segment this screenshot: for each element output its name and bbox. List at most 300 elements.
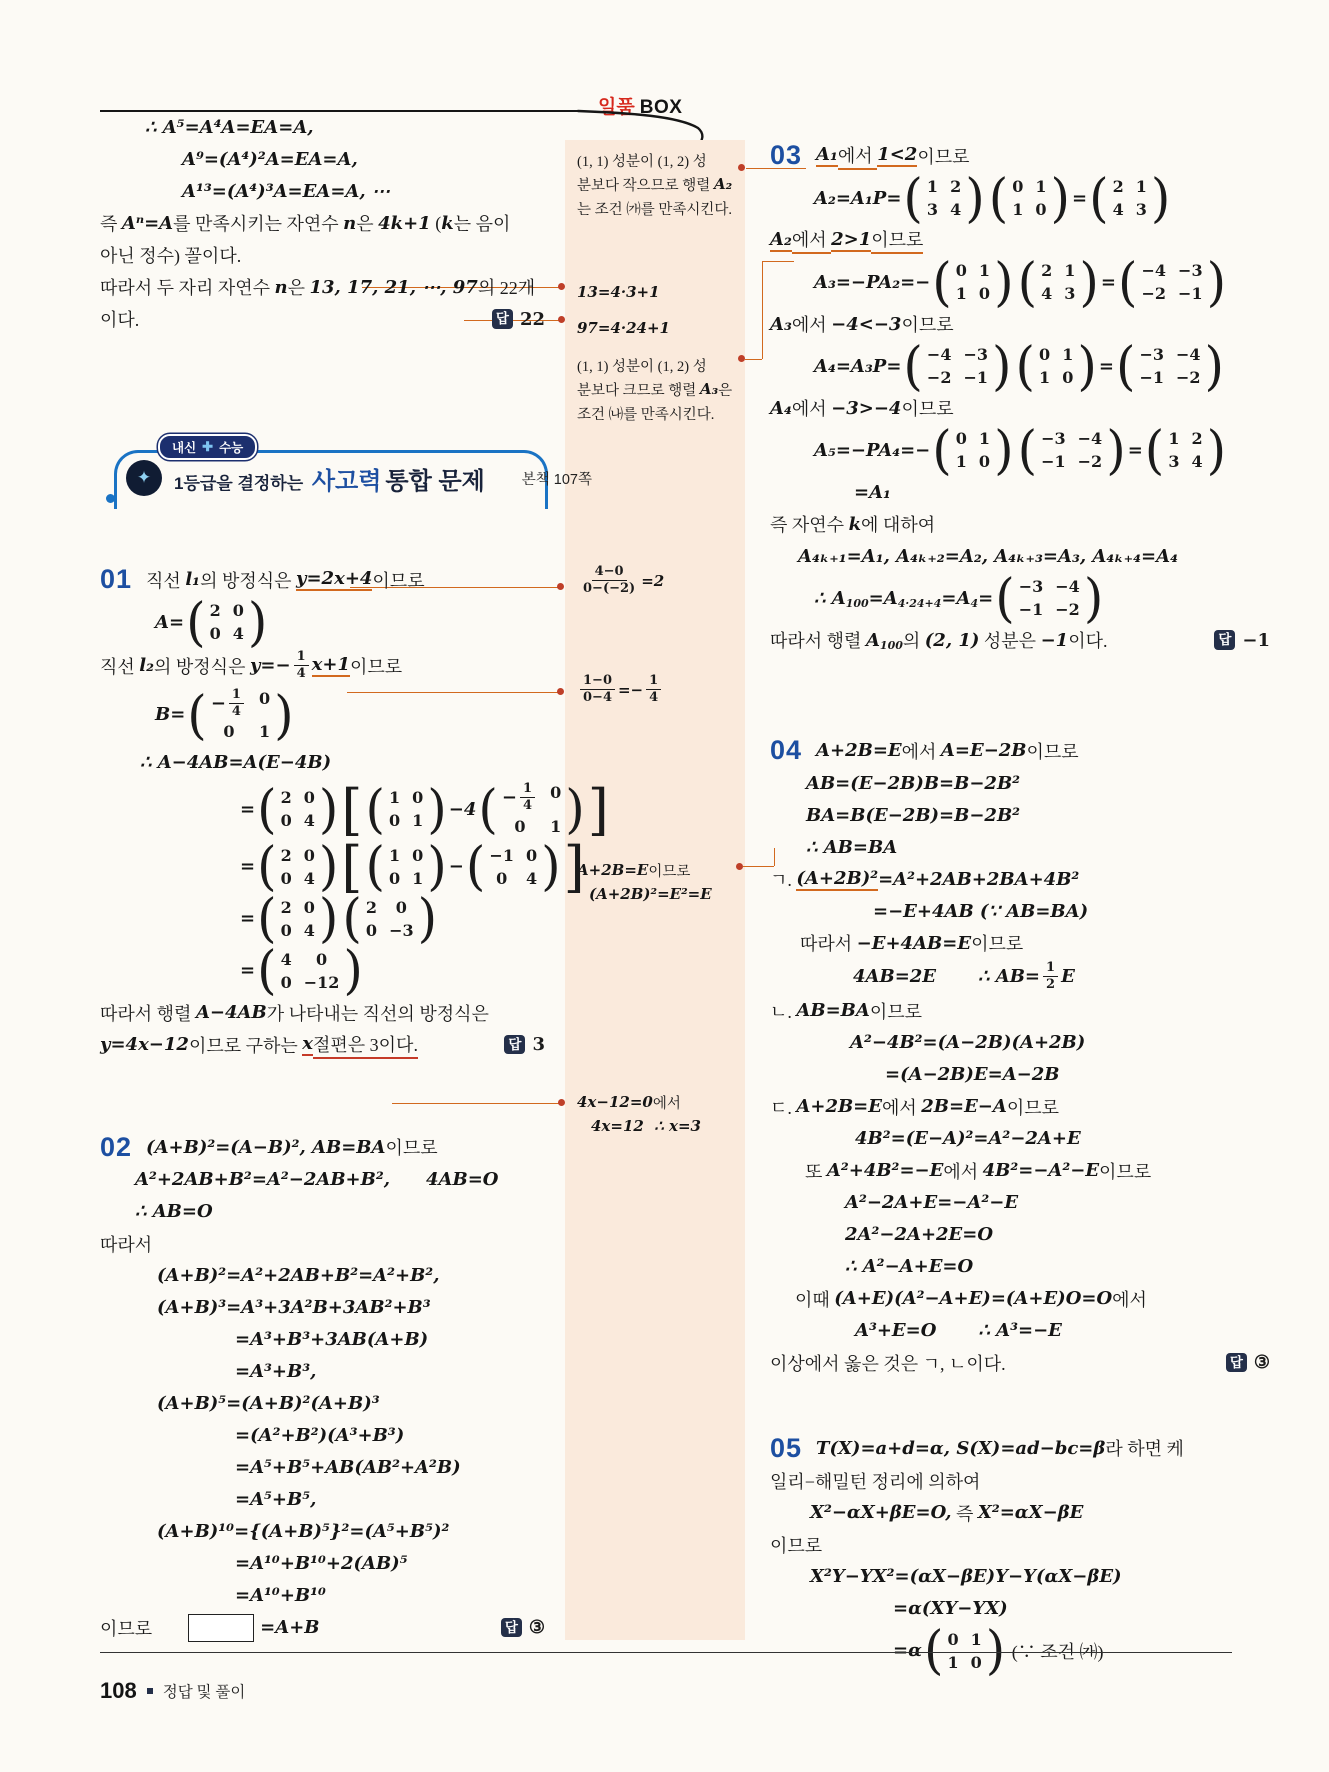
fraction: 1 2 xyxy=(1040,960,1061,994)
matrix-paren: ( xyxy=(342,887,362,949)
solution-line xyxy=(770,1092,1270,1122)
solution-line xyxy=(845,1252,1329,1282)
text-run: 이다. xyxy=(100,310,140,330)
solution-line xyxy=(577,673,745,707)
title-prefix: 1등급을 결정하는 xyxy=(174,473,308,493)
matrix-cell: 4 xyxy=(525,868,538,888)
math-run: l₂ xyxy=(139,655,155,677)
answer-badge xyxy=(492,309,545,330)
matrix-cell: 0 xyxy=(395,897,407,917)
solution-line xyxy=(814,419,1314,481)
matrix-paren: ) xyxy=(1206,251,1227,313)
math-run: 4x=12 ∴ x=3 xyxy=(591,1117,701,1135)
matrix xyxy=(903,335,1012,397)
math-run: A₂ xyxy=(770,228,792,250)
math-run: =A¹⁰+B¹⁰ xyxy=(235,1585,326,1606)
solution-line xyxy=(577,564,745,598)
math-run: X²Y−YX²=(αX−βE)Y−Y(αX−βE) xyxy=(810,1566,1122,1587)
math-run: A+2B=E xyxy=(577,861,649,879)
math-run: A³+E=O xyxy=(855,1320,937,1341)
matrix xyxy=(257,887,339,949)
matrix-cell: −3 xyxy=(1018,577,1044,596)
matrix-paren: ( xyxy=(187,684,207,745)
matrix-cell: 1 xyxy=(1035,177,1047,196)
text-run: 라 하면 케 xyxy=(1105,1439,1184,1459)
matrix xyxy=(903,167,985,229)
matrix-cell: 4 xyxy=(1041,284,1053,303)
solution-line xyxy=(770,225,1270,255)
text-run: 가 나타내는 직선의 방정식은 xyxy=(266,1003,489,1024)
section-banner xyxy=(100,432,592,524)
connector-line xyxy=(745,359,762,360)
math-run: y=2x+4 xyxy=(296,568,373,589)
math-run: (A+2B)² xyxy=(796,867,879,889)
solution-line xyxy=(157,1293,602,1323)
matrix-cell: 0 xyxy=(365,920,378,940)
solution-line xyxy=(235,1485,680,1515)
solution-line xyxy=(235,1421,680,1451)
fraction: 1−0 0−4 xyxy=(577,673,618,707)
math-run: X²=αX−βE xyxy=(977,1502,1084,1523)
matrix-paren: ( xyxy=(903,335,923,397)
text-run: (∵ 조건 ㈎) xyxy=(1007,1641,1104,1662)
text-run: 이때 xyxy=(795,1289,835,1310)
math-run: A₃ xyxy=(770,313,792,335)
text-run: 즉 xyxy=(951,1503,978,1524)
math-run: 4B²=−A²−E xyxy=(982,1160,1100,1181)
answer-label: 답 xyxy=(492,309,513,329)
matrix-cell: 0 xyxy=(280,868,292,888)
solution-line xyxy=(845,1220,1329,1250)
math-run: −E+4AB=E xyxy=(856,932,972,954)
matrix-cell: 2 xyxy=(280,788,292,808)
math-run: y=− xyxy=(249,655,291,677)
connector-dot xyxy=(558,316,565,323)
matrix-cell: 4 xyxy=(950,200,962,219)
matrix-paren: ( xyxy=(932,251,952,313)
math-run: =α(XY−YX) xyxy=(893,1598,1008,1619)
solution-line xyxy=(157,1517,602,1547)
text-run: 즉 xyxy=(100,214,122,234)
math-run: =A₁ xyxy=(854,481,891,503)
matrix-paren: ) xyxy=(318,778,339,840)
matrix-paren: ( xyxy=(1089,167,1109,229)
matrix-cell: 0 xyxy=(955,429,967,448)
answer-value: ③ xyxy=(528,1617,545,1638)
math-run: ∴ A²−A+E=O xyxy=(845,1256,974,1277)
math-run: A= xyxy=(155,611,185,633)
matrix xyxy=(465,835,561,897)
solution-line xyxy=(100,1030,545,1060)
matrix-cell: 2 xyxy=(209,601,221,620)
matrix xyxy=(1017,251,1099,313)
math-run: A₃ xyxy=(699,380,719,398)
text-run: 는 조건 ㈎를 만족시킨다. xyxy=(577,201,733,218)
matrix xyxy=(365,778,447,840)
math-run: A²+4B²=−E xyxy=(826,1160,944,1181)
math-run: A+2B=E xyxy=(796,1096,882,1117)
margin-note xyxy=(577,1090,745,1138)
thinking-badge-icon: ✦ xyxy=(126,460,162,496)
math-run: =2 xyxy=(641,571,665,590)
math-run: A₃=−PA₂=− xyxy=(814,271,931,293)
math-run: k xyxy=(848,513,862,535)
text-run: 이므로 xyxy=(100,1618,153,1639)
matrix-paren: ) xyxy=(985,1619,1006,1681)
left-solution-column xyxy=(100,112,609,1645)
text-run: 에서 xyxy=(881,1097,922,1118)
text-run: 에서 xyxy=(791,315,832,335)
solution-line xyxy=(100,272,545,302)
matrix xyxy=(923,1619,1006,1681)
matrix-cell: −12 xyxy=(303,972,340,992)
text-run: 은 xyxy=(356,214,379,234)
matrix xyxy=(988,167,1071,229)
matrix xyxy=(1015,335,1097,397)
math-run: =A²+2AB+2BA+4B² xyxy=(878,868,1080,890)
math-run: =A¹⁰+B¹⁰+2(AB)⁵ xyxy=(235,1553,408,1574)
subscript: 100 xyxy=(879,638,903,652)
fraction: 4−0 0−(−2) xyxy=(583,564,636,597)
matrix-paren: ) xyxy=(318,835,339,897)
matrix-cell: 1 xyxy=(412,811,424,831)
text-run: 성분은 xyxy=(979,631,1041,651)
connector-dot xyxy=(558,1099,565,1106)
matrix-cell: 1 xyxy=(412,868,424,888)
solution-line xyxy=(235,1581,680,1611)
math-run: (2, 1) xyxy=(924,629,980,651)
answer-value: 3 xyxy=(532,1034,545,1055)
solution-line xyxy=(853,960,1329,994)
solution-line xyxy=(770,996,1270,1026)
answer-badge xyxy=(501,1617,545,1638)
solution-line xyxy=(100,1229,545,1259)
text-run: 를 만족시키는 자연수 xyxy=(173,214,344,234)
math-run: A−4AB xyxy=(195,1002,267,1023)
matrix-paren: ) xyxy=(541,835,561,897)
matrix-cell: 0 xyxy=(1012,177,1024,196)
solution-line xyxy=(770,509,1270,539)
matrix-cell: −1 xyxy=(489,845,514,865)
math-run: ∴ A³=−E xyxy=(978,1320,1062,1341)
matrix-paren: ) xyxy=(992,335,1012,397)
text-run: (1, 1) 성분이 (1, 2) 성 xyxy=(577,153,707,170)
page-number: 108 xyxy=(100,1678,137,1703)
solution-line xyxy=(235,1453,680,1483)
matrix-cell: 2 xyxy=(1191,429,1203,448)
math-run: 97=4·24+1 xyxy=(577,319,670,337)
answer-badge xyxy=(1214,630,1270,651)
solution-line xyxy=(135,1197,580,1227)
matrix-cell: −4 xyxy=(1141,261,1167,280)
math-run: 13=4·3+1 xyxy=(577,283,660,301)
solution-line xyxy=(854,477,1329,507)
math-run: A=E−2B xyxy=(940,740,1027,761)
matrix-cell: −1 xyxy=(1041,452,1066,471)
text-run: 이므로 xyxy=(869,1001,923,1022)
text-run: 이므로 xyxy=(971,934,1024,954)
connector-dot xyxy=(738,355,745,362)
matrix-cell: 0 xyxy=(970,1652,982,1672)
matrix-paren: ) xyxy=(994,251,1014,313)
math-run: 2A²−2A+2E=O xyxy=(845,1224,994,1245)
text-run: 분보다 작으므로 행렬 xyxy=(577,177,714,194)
math-run: =A⁵+B⁵+AB(AB²+A²B) xyxy=(235,1457,461,1478)
matrix-paren: ) xyxy=(1150,167,1171,229)
matrix-paren: ) xyxy=(1206,419,1227,481)
math-run: A¹³=(A⁴)³A=EA=A, ⋯ xyxy=(182,180,390,202)
solution-line xyxy=(577,377,745,401)
solution-line xyxy=(157,1389,602,1419)
text-run: ㄷ. xyxy=(770,1097,797,1118)
text-run: 아닌 정수) 꼴이다. xyxy=(100,246,242,266)
solution-line xyxy=(240,939,685,1001)
matrix-paren: ) xyxy=(1077,335,1097,397)
matrix-paren: ( xyxy=(257,778,277,840)
matrix-cell: 1 xyxy=(955,284,967,303)
matrix-paren: ( xyxy=(903,167,923,229)
matrix-paren: ) xyxy=(274,684,294,745)
matrix-cell: −3 xyxy=(1041,429,1066,448)
margin-note xyxy=(577,353,745,425)
matrix-cell: 1 xyxy=(1012,200,1024,219)
matrix xyxy=(257,939,363,1001)
solution-line xyxy=(814,251,1314,313)
matrix-cell: 0 xyxy=(955,261,967,280)
solution-line xyxy=(855,1316,1329,1346)
matrix-paren: ( xyxy=(186,591,206,653)
matrix-paren: ) xyxy=(427,778,447,840)
matrix-cell xyxy=(211,687,247,721)
matrix-paren: ( xyxy=(1117,251,1138,313)
fraction: 1 4 xyxy=(291,649,312,683)
text-run: 에서 xyxy=(943,1161,983,1182)
math-run: (A+B)³=A³+3A²B+3AB²+B³ xyxy=(157,1297,431,1318)
text-run: 직선 xyxy=(146,570,186,591)
math-run: A²−2A+E=−A²−E xyxy=(845,1192,1019,1213)
solution-line xyxy=(770,1433,1270,1464)
matrix xyxy=(257,835,339,897)
solution-line xyxy=(577,1114,745,1138)
math-run: − xyxy=(448,856,464,877)
matrix-cell: 1 xyxy=(1135,177,1147,196)
text-run: 이므로 xyxy=(770,1535,823,1556)
matrix-paren: ( xyxy=(988,167,1009,229)
math-run: =A³+B³, xyxy=(235,1361,317,1382)
matrix xyxy=(932,251,1014,313)
math-run: A²+2AB+B²=A²−2AB+B², xyxy=(135,1169,390,1190)
solution-line xyxy=(814,167,1314,229)
math-run: 1<2 xyxy=(877,144,918,165)
solution-line xyxy=(770,1530,1270,1560)
matrix-cell: 1 xyxy=(1064,261,1076,280)
solution-line xyxy=(100,208,545,238)
matrix-cell: 3 xyxy=(1064,284,1076,303)
matrix-cell: 0 xyxy=(280,920,292,940)
math-run: 4AB=2E xyxy=(853,966,937,988)
text-run: 에서 xyxy=(1112,1289,1147,1310)
matrix-cell: −2 xyxy=(926,368,952,387)
matrix-cell: 3 xyxy=(1168,452,1180,471)
matrix-cell: 0 xyxy=(550,783,562,802)
text-run: 이므로 xyxy=(1026,741,1079,762)
matrix-paren: ( xyxy=(257,939,277,1001)
solution-line xyxy=(850,1028,1329,1058)
matrix-cell: −2 xyxy=(1077,452,1103,471)
matrix-cell: 0 xyxy=(232,601,244,620)
solution-line xyxy=(100,564,545,595)
math-run: (A+B)²=(A−B)², AB=BA xyxy=(146,1136,386,1158)
math-run: 2>1 xyxy=(831,228,872,250)
matrix-cell: 4 xyxy=(232,624,244,643)
matrix-cell: 0 xyxy=(280,972,292,992)
text-run: ㄴ. xyxy=(770,1001,797,1022)
math-run: y=4x−12 xyxy=(100,1034,189,1055)
math-run: n xyxy=(274,276,288,298)
matrix-paren: ) xyxy=(247,591,268,653)
fraction: 1 4 xyxy=(643,673,664,707)
solution-line xyxy=(240,779,685,840)
matrix-paren: ) xyxy=(1106,419,1126,481)
matrix-cell: 0 xyxy=(947,1629,959,1649)
math-run: = xyxy=(240,798,256,820)
text-run: 이므로 xyxy=(901,315,954,335)
math-run: 13, 17, 21, ⋯, 97 xyxy=(309,276,478,298)
math-run: A₅=−PA₄=− xyxy=(814,439,931,461)
text-run: 이므로 xyxy=(1099,1161,1152,1182)
math-run: A⁹=(A⁴)²A=EA=A, xyxy=(182,148,358,170)
matrix-paren: ) xyxy=(1083,567,1104,629)
matrix-paren: ( xyxy=(365,835,385,897)
badge-suneung: 수능 xyxy=(219,441,244,455)
problem-number: 02 xyxy=(100,1131,133,1162)
text-run: 분보다 크므로 행렬 xyxy=(577,382,700,399)
matrix-paren: ) xyxy=(427,835,447,897)
solution-line xyxy=(770,1348,1270,1378)
matrix-cell: 0 xyxy=(280,811,292,831)
math-run: (A+E)(A²−A+E)=(A+E)O=O xyxy=(834,1288,1113,1309)
math-run: ∴ AB= xyxy=(978,966,1041,988)
math-run: (A+B)²=A²+2AB+B²=A²+B², xyxy=(157,1265,440,1286)
text-run: 따라서 행렬 xyxy=(770,631,866,651)
math-run: 4x−12=0 xyxy=(577,1093,653,1111)
math-run: = xyxy=(240,960,256,981)
matrix-cell: −1 xyxy=(963,368,989,387)
math-run: BA=B(E−2B)=B−2B² xyxy=(806,804,1021,826)
matrix-paren: ( xyxy=(365,778,385,840)
text-run: 이므로 xyxy=(372,570,425,591)
solution-line xyxy=(770,625,1270,655)
matrix-cell: 1 xyxy=(550,816,562,836)
math-run: =α xyxy=(893,1640,922,1661)
matrix-paren: ) xyxy=(318,887,339,949)
matrix-cell: 0 xyxy=(303,845,315,865)
solution-line xyxy=(577,353,745,377)
connector-dot xyxy=(558,283,565,290)
matrix-cell: 0 xyxy=(412,845,424,865)
text-run: 이므로 구하는 xyxy=(188,1035,303,1056)
solution-line xyxy=(157,1261,602,1291)
text-run: 따라서 xyxy=(800,934,857,954)
solution-line xyxy=(235,1357,680,1387)
matrix-cell: 1 xyxy=(947,1652,959,1672)
fraction: − $\frac{1}{4}$ xyxy=(502,781,538,815)
solution-line xyxy=(577,401,745,425)
answer-badge xyxy=(1226,1352,1270,1373)
matrix-cell: −2 xyxy=(1055,600,1080,619)
math-run: −3>−4 xyxy=(831,397,902,419)
matrix-cell: −4 xyxy=(1176,345,1201,364)
matrix-cell: −1 xyxy=(1178,284,1203,303)
matrix-cell: −3 xyxy=(389,920,414,940)
solution-line xyxy=(806,768,1306,798)
matrix-paren: ) xyxy=(965,167,985,229)
math-run: X²−αX+βE=O, xyxy=(810,1502,952,1523)
answer-label: 답 xyxy=(1214,630,1235,650)
matrix-paren: ( xyxy=(995,567,1015,629)
answer-label: 답 xyxy=(501,1618,522,1638)
math-run: 4k+1 xyxy=(378,212,431,234)
text-run: 이므로 xyxy=(648,863,691,880)
math-run: =A+B xyxy=(260,1617,320,1638)
matrix-cell: −3 xyxy=(963,345,989,364)
text-run: 이므로 xyxy=(1006,1097,1060,1118)
text-run: 직선 xyxy=(100,656,140,677)
text-run: 이므로 xyxy=(349,656,403,677)
solution-line xyxy=(805,1156,1305,1186)
solution-line xyxy=(100,1132,545,1163)
text-run: 는 음이 xyxy=(453,214,511,234)
text-run: 또 xyxy=(805,1161,827,1182)
text-run: 에 대하여 xyxy=(861,515,936,535)
matrix-cell: 0 xyxy=(258,688,271,708)
matrix-cell: 3 xyxy=(926,200,939,219)
solution-line xyxy=(577,316,745,340)
math-run: ∴ A xyxy=(814,587,846,609)
math-run: = xyxy=(1127,439,1143,461)
margin-note xyxy=(577,280,745,304)
math-run: T(X)=a+d=α, S(X)=ad−bc=β xyxy=(816,1437,1106,1459)
matrix-cell: 1 xyxy=(978,261,991,280)
matrix-paren: ( xyxy=(465,835,486,897)
text-run: ㄱ. xyxy=(770,870,797,890)
matrix-paren: ( xyxy=(923,1619,944,1681)
solution-line xyxy=(770,735,1270,766)
math-run: =A xyxy=(941,587,971,609)
text-run: 에서 xyxy=(652,1095,681,1112)
math-run: 4B²=(E−A)²=A²−2A+E xyxy=(855,1128,1081,1149)
math-run: = xyxy=(240,856,256,877)
matrix xyxy=(995,567,1104,629)
solution-line xyxy=(814,567,1314,629)
matrix-cell: 1 xyxy=(389,788,401,808)
math-run: =− xyxy=(617,680,644,699)
math-run: ∴ AB=O xyxy=(135,1201,213,1222)
matrix-cell: 0 xyxy=(525,845,538,865)
matrix-paren: ( xyxy=(932,419,952,481)
book-page-ref: 본책 107쪽 xyxy=(521,471,592,488)
solution-line xyxy=(798,541,1298,571)
matrix-cell: 4 xyxy=(303,811,315,831)
math-run: ∴ A−4AB=A(E−4B) xyxy=(140,751,332,773)
solution-line xyxy=(235,1549,680,1579)
matrix-paren: ( xyxy=(1017,251,1038,313)
subscript: 4·24+4 xyxy=(897,596,942,610)
solution-line xyxy=(845,1188,1329,1218)
text-run: 따라서 행렬 xyxy=(100,1003,196,1024)
text-run: 의 방정식은 xyxy=(154,656,250,677)
solution-line xyxy=(770,309,1270,339)
